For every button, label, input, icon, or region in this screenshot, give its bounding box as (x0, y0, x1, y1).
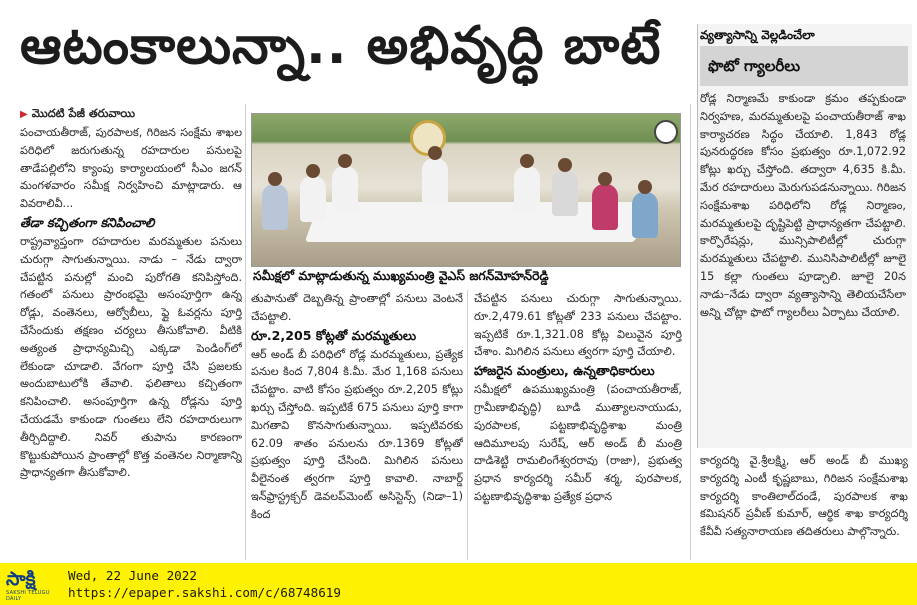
person-head (598, 172, 612, 186)
person (300, 176, 326, 222)
sidebar-paragraph: రోడ్ల నిర్మాణమే కాకుండా క్రమం తప్పకుండా నిర్వహణ, మరమ్మతులపై పంచాయతీరాజ్‌ శాఖ కార్యాచరణ సిద్ధం చేయాలి. 1,843 రోడ్ల పునరుద్ధరణ కోసం ప్రభుత్వం రూ.1,072.92 కోట్లు ఖర్చు చేస్తోంది. తద్వారా 4,635 కి.మీ. మేర రహదారులు మెరుగుపడనున్నాయి. గిరిజన సంక్షేమశాఖ పరిధిలోని రోడ్ల నిర్మాణం, మరమ్మతులపై దృష్టిపెట్టి ప్రాధాన్యతగా చేపట్టాలి. కార్పొరేషన్లు, మున్సిపాలిటీల్లో చురుగ్గా మరమ్మతులు చేపట్టాలి. మునిసిపాలిటీల్లో జూలై 15 కల్లా గుంతలు పూడ్చాలి. జూలై 20న నాడు–నేడు ద్వారా వ్యత్యాసాన్ని తెలియచేసేలా అన్ని చోట్లా ఫొటో గ్యాలరీలు ఏర్పాటు చేయాలి. (700, 92, 906, 319)
sidebar-label-top: వ్యత్యాసాన్ని వెల్లడించేలా (700, 28, 815, 42)
sakshi-logo (6, 568, 62, 600)
column-divider (690, 104, 691, 560)
subhead-2: రూ.2,205 కోట్లతో మరమ్మతులు (251, 327, 417, 343)
subhead-3: హాజరైన మంత్రులు, ఉన్నతాధికారులు (474, 363, 655, 379)
sidebar-label-box: ఫొటో గ్యాలరీలు (700, 46, 908, 86)
column-1 (20, 104, 242, 562)
person (592, 184, 618, 230)
clock-icon (654, 120, 678, 144)
column-divider (467, 290, 468, 560)
person (332, 166, 358, 212)
body-paragraph-1: రాష్ట్రవ్యాప్తంగా రహదారుల మరమ్మతుల పనులు చురుగ్గా సాగుతున్నాయి. నాడు – నేడు ద్వారా చేపట్టిన పనుల్లో మంచి పురోగతి కనిపిస్తోంది. గతంలో పనులు ప్రారంభమై అసంపూర్తిగా ఉన్న రోడ్లు, వంతెనలు, ఆర్వోబీలు, ఫ్లై ఓవర్లను పూర్తి చేసేందుకు తక్షణం చర్యలు తీసుకోవాలి. వీటికి అత్యంత ప్రాధాన్యమిచ్చి ఎక్కడా పెండింగ్‌లో లేకుండా చూడాలి. వేగంగా పూర్తి చేసి ప్రజలకు అందుబాటులోకి తేవాలి. ఫలితాలు కచ్చితంగా కనిపించాలి. అసంపూర్తిగా ఉన్న రోడ్లను పూర్తి చేయడమే కాకుండా గుంతలు లేని రహదారులుగా తీర్చిదిద్దాలి. నివర్‌ తుపాను కారణంగా కొట్టుకుపోయిన ప్రాంతాల్లో కొత్త వంతెనల నిర్మాణాన్ని ప్రాధాన్యతగా తీసుకోవాలి. (20, 234, 242, 480)
person-head (338, 154, 352, 168)
photo-caption: సమీక్షలో మాట్లాడుతున్న ముఖ్యమంత్రి వైఎస్‌ జగన్‌మోహన్‌రెడ్డి (253, 268, 549, 283)
person (552, 170, 578, 216)
lead-paragraph-3: చేపట్టిన పనులు చురుగ్గా సాగుతున్నాయి. రూ.2,479.61 కోట్లతో 233 పనులు చేపట్టాం. ఇప్పటికే రూ.1,321.08 కోట్ల విలువైన పూర్తి చేశాం. మిగిలిన పనులు త్వరగా పూర్తి చేయాలి. (474, 292, 682, 359)
subhead-1: తేడా కచ్చితంగా కనిపించాలి (20, 214, 155, 230)
body-paragraph-3: సమీక్షలో ఉపముఖ్యమంత్రి (పంచాయతీరాజ్‌, గ్రామీణాభివృద్ధి) బూడి ముత్యాలనాయుడు, పురపాలక, పట్టణాభివృద్ధిశాఖ మంత్రి ఆదిమూలపు సురేష్‌, ఆర్‌ అండ్‌ బీ మంత్రి దాడిశెట్టి రామలింగేశ్వరరావు (రాజా), ప్రభుత్వ ప్రధాన కార్యదర్శి సమీర్‌ శర్మ, పురపాలక, పట్టణాభివృద్ధిశాఖ ప్రత్యేక ప్రధాన (474, 383, 682, 503)
kicker-text: మొదటి పేజీ తరువాయి (31, 106, 136, 120)
person-head (306, 164, 320, 178)
body-paragraph-2: ఆర్‌ అండ్‌ బీ పరిధిలో రోడ్ల మరమ్మతులు, ప్రత్యేక పనుల కింద 7,804 కి.మీ. మేర 1,168 పనులు చేపట్టాం. వాటి కోసం ప్రభుత్వం రూ.2,205 కోట్లు ఖర్చు చేస్తోంది. ఇప్పటికే 675 పనులు పూర్తి కాగా మిగతావి కొనసాగుతున్నాయి. ఇప్పటివరకు 62.09 శాతం పనులను రూ.1369 కోట్లతో ప్రభుత్వం పూర్తి చేసింది. మిగిలిన పనులు వీలైనంత త్వరగా పూర్తి కావాలి. నాబార్డ్‌ ఇన్‌ఫ్రాస్ట్రక్చర్‌ డెవలప్‌మెంట్‌ అసిస్టెన్స్‌ (నిడా–1) కింద (251, 347, 463, 521)
person (262, 184, 288, 230)
meeting-photo (251, 113, 681, 267)
person (422, 158, 448, 204)
column-divider (245, 104, 246, 560)
body-paragraph-4: కార్యదర్శి వై.శ్రీలక్ష్మి, ఆర్‌ అండ్‌ బీ ముఖ్య కార్యదర్శి ఎంటీ కృష్ణబాబు, గిరిజన సంక్షేమశాఖ కార్యదర్శి కాంతిలాల్‌దండే, పురపాలక శాఖ కమిషనర్‌ ప్రవీణ్‌ కుమార్‌, ఆర్థిక శాఖ కార్యదర్శి కేవీవీ సత్యనారాయణ తదితరులు పాల్గొన్నారు. (700, 454, 908, 539)
kicker (20, 104, 242, 124)
triangle-icon: ▶ (20, 109, 28, 120)
person (632, 192, 658, 238)
person-head (428, 146, 442, 160)
column-3 (474, 290, 682, 562)
column-2 (251, 290, 463, 562)
intro-paragraph: పంచాయతీరాజ్‌, పురపాలక, గిరిజన సంక్షేమ శాఖల పరిధిలో జరుగుతున్న రహదారుల పనులపై తాడేపల్లిలోని క్యాంపు కార్యాలయంలో సీఎం జగన్‌ మంగళవారం సమీక్ష నిర్వహించి మాట్లాడారు. ఆ వివరాలివీ... (20, 126, 242, 211)
lead-paragraph-2: తుపానుతో దెబ్బతిన్న ప్రాంతాల్లో పనులు వెంటనే చేపట్టాలి. (251, 292, 463, 323)
epaper-link[interactable]: https://epaper.sakshi.com/c/68748619 (68, 585, 341, 600)
logo-tagline: SAKSHI TELUGU DAILY (6, 590, 50, 602)
person-head (520, 154, 534, 168)
person (514, 166, 540, 212)
person-head (558, 158, 572, 172)
logo-text: సాక్షి (6, 568, 36, 590)
headline: ఆటంకాలున్నా.. అభివృద్ధి బాటే (20, 16, 662, 76)
person-head (638, 180, 652, 194)
column-4 (700, 452, 908, 562)
sidebar-text (700, 90, 906, 446)
person-head (268, 172, 282, 186)
edition-date: Wed, 22 June 2022 (68, 568, 197, 583)
